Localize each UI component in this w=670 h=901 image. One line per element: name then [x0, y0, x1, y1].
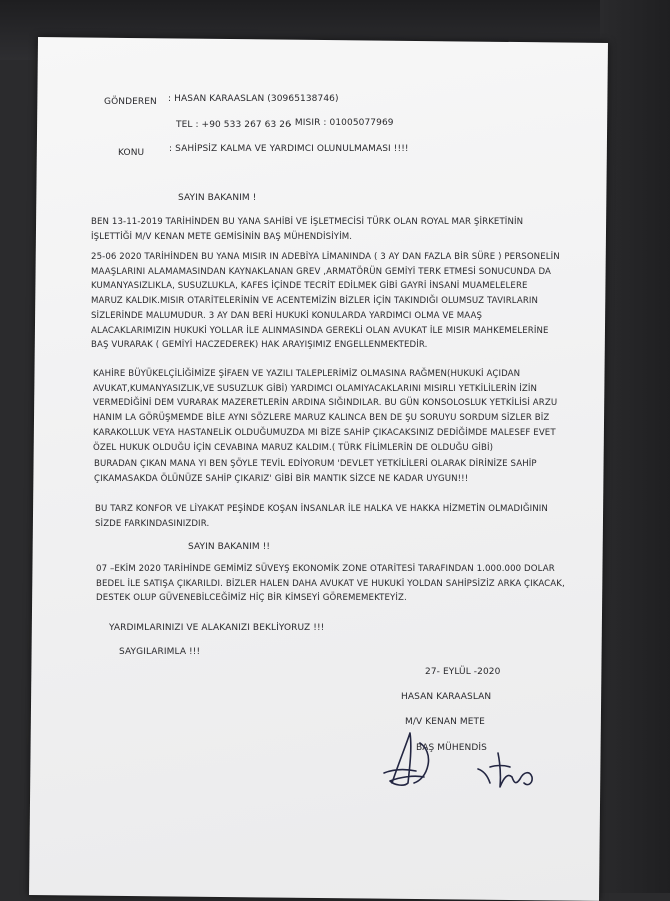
from-label: GÖNDEREN — [104, 97, 157, 107]
subject-value: : SAHİPSİZ KALMA VE YARDIMCI OLUNULMAMASI !!!! — [169, 144, 409, 154]
from-value: : HASAN KARAASLAN (30965138746) — [168, 94, 339, 104]
paragraph-2: 25-06 2020 TARİHİNDEN BU YANA MISIR IN ADEBİYA LİMANINDA ( 3 AY DAN FAZLA BİR SÜRE ) PERSONELİN MAAŞLARINI ALAMAMASINDAN KAYNAKLANAN GREV ,ARMATÖRÜN GEMİYİ TERK ETMESİ SONUCUNDA DA KUMANYASIZLIKLA, SUSUZLUKLA, KAFES İÇİNDE TECRİT EDİLMEK GİBİ GAYRİ İNSANİ MUAMELELERE MARUZ KALDIK.MISIR OTARİTELERİNİN VE ACENTEMİZİN BİZLER İÇİN TAKINDIĞI OLUMSUZ TAVIRLARIN SİZLERİNDE MALUMUDUR. 3 AY DAN BERİ HUKUKİ KONULARDA YARDIMCI OLMA VE MAAŞ ALACAKLARIMIZIN HUKUKİ YOLLAR İLE ALINMASINDA GEREKLİ OLAN AVUKAT İLE MISIR MAHKEMELERİNE BAŞ VURARAK ( GEMİYİ HACZEDEREK) HAK ARAYIŞIMIZ ENGELLENMEKTEDİR. — [91, 252, 560, 351]
tel-line: TEL : +90 533 267 63 26 — [176, 120, 291, 130]
paragraph-3: KAHİRE BÜYÜKELÇİLİĞİMİZE ŞİFAEN VE YAZILI TALEPLERİMİZ OLMASINA RAĞMEN(HUKUKİ AÇIDAN AVUKAT,KUMANYASIZLIK,VE SUSUZLUK GİBİ) YARDIMCI OLAMIYACAKLARINI MISIRLI YETKİLİLERİN İZİN VERMEDİĞİNİ DEM VURARAK MAZERETLERİN ARDINA SIĞINDILAR. BU GÜN KONSOLOSLUK YETKİLİSİ ARZU HANIM LA GÖRÜŞMEMDE BİLE AYNI SÖZLERE MARUZ KALINCA BEN DE ŞU SORUYU SORDUM SİZLER BİZ KARAKOLLUK VEYA HASTANELİK OLDUĞUMUZDA MI BİZE SAHİP ÇIKACAKSINIZ DEDİĞİMDE MALESEF EVET ÖZEL HUKUK OLDUĞU İÇİN CEVABINA MARUZ KALDIM.( TÜRK FİLİMLERİN DE OLDUĞU GİBİ) — [93, 369, 558, 453]
signature-vessel: M/V KENAN METE — [405, 717, 485, 727]
signature-name: HASAN KARAASLAN — [401, 692, 492, 702]
closing: SAYGILARIMLA !!! — [119, 647, 201, 657]
handwritten-signature — [380, 725, 550, 800]
paragraph-7: YARDIMLARINIZI VE ALAKANIZI BEKLİYORUZ !!! — [109, 623, 325, 633]
paragraph-5: BU TARZ KONFOR VE LİYAKAT PEŞİNDE KOŞAN İNSANLAR İLE HALKA VE HAKKA HİZMETİN OLMADIĞININ SİZDE FARKINDASINIZDIR. — [95, 504, 548, 529]
signature-title: BAŞ MÜHENDİS — [416, 743, 487, 753]
paragraph-4: BURADAN ÇIKAN MANA YI BEN ŞÖYLE TEVİL EDİYORUM 'DEVLET YETKİLİLERİ OLARAK DİRİNİZE SAHİP ÇIKAMASAKDA ÖLÜNÜZE SAHİP ÇIKARIZ' GİBİ BİR MANTIK SİZCE NE KADAR UYGUN!!! — [94, 459, 537, 484]
signature-date: 27- EYLÜL -2020 — [425, 667, 501, 677]
subject-label: KONU — [118, 148, 145, 158]
misir-line: , MISIR : 01005077969 — [289, 118, 394, 128]
paragraph-6: 07 –EKİM 2020 TARİHİNDE GEMİMİZ SÜVEYŞ EKONOMİK ZONE OTARİTESİ TARAFINDAN 1.000.000 DOLAR BEDEL İLE SATIŞA ÇIKARILDI. BİZLER HALEN DAHA AVUKAT VE HUKUKİ YOLDAN SAHİPSİZİZ ARKA ÇIKACAK, DESTEK OLUP GÜVENEBİLCEĞİMİZ HİÇ BİR KİMSEYİ GÖREMEMEKTEYİZ. — [96, 564, 565, 604]
salutation: SAYIN BAKANIM ! — [178, 193, 257, 203]
paragraph-1: BEN 13-11-2019 TARİHİNDEN BU YANA SAHİBİ VE İŞLETMECİSİ TÜRK OLAN ROYAL MAR ŞİRKETİNİN İŞLETTİĞİ M/V KENAN METE GEMİSİNİN BAŞ MÜHENDİSİYİM. — [91, 217, 524, 242]
salutation-2: SAYIN BAKANIM !! — [188, 542, 271, 552]
